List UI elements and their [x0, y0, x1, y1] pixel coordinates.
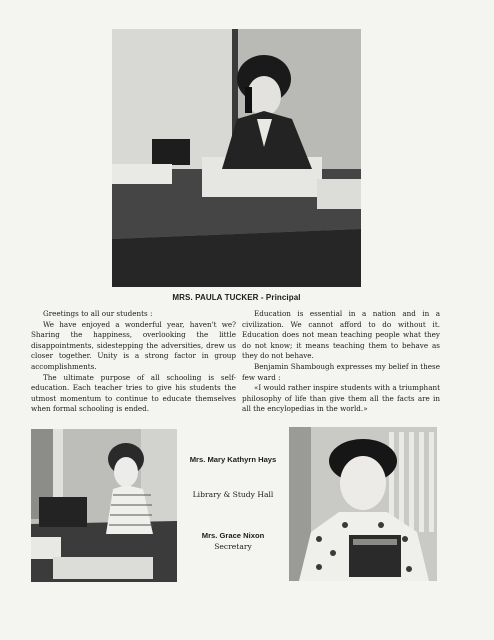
- staff-role: Secretary: [214, 542, 252, 551]
- principal-photo: [112, 29, 361, 287]
- principal-caption: MRS. PAULA TUCKER - Principal: [172, 293, 301, 302]
- letter-paragraph: Benjamin Shambough expresses my belief in these few ward :: [242, 361, 440, 382]
- letter-right-column: [242, 309, 440, 415]
- letter-left-column: [31, 309, 236, 415]
- staff-name: Mrs. Grace Nixon: [201, 531, 265, 540]
- librarian-photo: [31, 429, 177, 582]
- letter-paragraph: We have enjoyed a wonderful year, haven't we? Sharing the happiness, overlooking the little disappointments, sidestepping the adversities, drew us closer together. Unity is a strong factor in group accomplishments.: [31, 319, 236, 371]
- letter-paragraph: Greetings to all our students :: [43, 309, 153, 318]
- letter-paragraph: «I would rather inspire students with a triumphant philosophy of life than give them all the facts are in all the encylopedias in the world.»: [242, 383, 440, 414]
- secretary-photo: [289, 427, 437, 581]
- letter-paragraph: Education is essential in a nation and in a civilization. We cannot afford to do without it. Education does not mean teaching people what they do not know; it means teaching them to behave as they do not behave.: [242, 309, 440, 361]
- staff-role: Library & Study Hall: [192, 490, 274, 499]
- letter-paragraph: The ultimate purpose of all schooling is self-education. Each teacher tries to give his students the utmost momentum to continue to educate themselves when formal schooling is ended.: [31, 372, 236, 414]
- staff-name: Mrs. Mary Kathyrn Hays: [189, 455, 277, 464]
